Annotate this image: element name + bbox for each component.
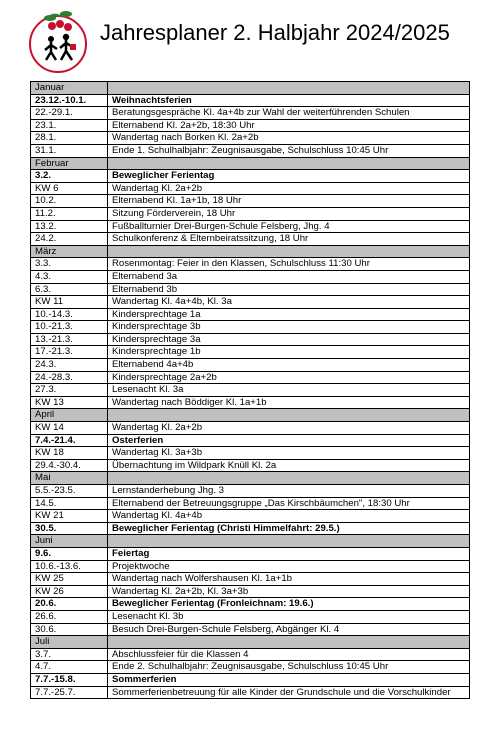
month-header-blank [108,409,470,422]
event-row [31,371,470,384]
event-date: KW 11 [31,296,108,309]
event-row [31,220,470,233]
event-description: Lesenacht Kl. 3a [108,384,470,397]
event-date: 22.-29.1. [31,107,108,120]
event-row [31,119,470,132]
month-header-row [31,245,470,258]
event-row [31,270,470,283]
event-description: Kindersprechtage 2a+2b [108,371,470,384]
event-description: Wandertag Kl. 4a+4b [108,510,470,523]
event-date: 26.6. [31,610,108,623]
event-row [31,94,470,107]
event-row [31,107,470,120]
event-date: 24.2. [31,233,108,246]
month-name: Juli [31,636,108,649]
event-date: 4.7. [31,661,108,674]
event-description: Wandertag nach Borken Kl. 2a+2b [108,132,470,145]
event-date: 13.-21.3. [31,333,108,346]
event-date: 23.1. [31,119,108,132]
event-date: 10.-21.3. [31,321,108,334]
event-date: 5.5.-23.5. [31,485,108,498]
event-row [31,182,470,195]
event-date: 30.6. [31,623,108,636]
event-row [31,610,470,623]
event-description: Fußballturnier Drei-Burgen-Schule Felsberg, Jhg. 4 [108,220,470,233]
event-row [31,686,470,699]
event-description: Rosenmontag: Feier in den Klassen, Schulschluss 11:30 Uhr [108,258,470,271]
event-date: 4.3. [31,270,108,283]
event-date: 7.7.-25.7. [31,686,108,699]
event-description: Übernachtung im Wildpark Knüll Kl. 2a [108,459,470,472]
event-row [31,346,470,359]
event-description: Weihnachtsferien [108,94,470,107]
event-row [31,170,470,183]
event-row [31,359,470,372]
month-header-blank [108,472,470,485]
event-row [31,673,470,686]
event-description: Wandertag nach Böddiger Kl. 1a+1b [108,396,470,409]
event-date: 10.6.-13.6. [31,560,108,573]
event-row [31,522,470,535]
event-description: Wandertag Kl. 3a+3b [108,447,470,460]
event-description: Beweglicher Ferientag (Christi Himmelfahrt: 29.5.) [108,522,470,535]
event-description: Elternabend Kl. 2a+2b, 18:30 Uhr [108,119,470,132]
event-description: Beweglicher Ferientag [108,170,470,183]
event-description: Lernstanderhebung Jhg. 3 [108,485,470,498]
event-description: Sitzung Förderverein, 18 Uhr [108,207,470,220]
month-header-row [31,535,470,548]
event-description: Elternabend der Betreuungsgruppe „Das Kirschbäumchen", 18:30 Uhr [108,497,470,510]
event-description: Schulkonferenz & Elternbeiratssitzung, 18 Uhr [108,233,470,246]
month-header-row [31,157,470,170]
event-description: Wandertag Kl. 2a+2b, Kl. 3a+3b [108,585,470,598]
event-date: 3.7. [31,648,108,661]
event-description: Kindersprechtage 3a [108,333,470,346]
month-name: Mai [31,472,108,485]
event-description: Beratungsgespräche Kl. 4a+4b zur Wahl der weiterführenden Schulen [108,107,470,120]
event-date: 7.7.-15.8. [31,673,108,686]
event-date: KW 25 [31,573,108,586]
event-description: Lesenacht Kl. 3b [108,610,470,623]
event-row [31,283,470,296]
month-header-row [31,636,470,649]
event-date: KW 21 [31,510,108,523]
event-description: Elternabend 3a [108,270,470,283]
event-row [31,132,470,145]
month-name: März [31,245,108,258]
event-row [31,661,470,674]
event-row [31,207,470,220]
event-row [31,598,470,611]
event-row [31,195,470,208]
event-description: Wandertag Kl. 2a+2b [108,182,470,195]
event-date: KW 26 [31,585,108,598]
event-description: Beweglicher Ferientag (Fronleichnam: 19.6.) [108,598,470,611]
event-description: Elternabend 3b [108,283,470,296]
planner-table [30,81,470,699]
month-name: April [31,409,108,422]
month-name: Januar [31,82,108,95]
event-description: Kindersprechtage 3b [108,321,470,334]
event-description: Besuch Drei-Burgen-Schule Felsberg, Abgänger Kl. 4 [108,623,470,636]
event-date: KW 13 [31,396,108,409]
event-description: Feiertag [108,547,470,560]
event-row [31,573,470,586]
event-date: 23.12.-10.1. [31,94,108,107]
event-date: 3.2. [31,170,108,183]
event-description: Wandertag Kl. 4a+4b, Kl. 3a [108,296,470,309]
event-date: KW 6 [31,182,108,195]
event-description: Kindersprechtage 1b [108,346,470,359]
event-date: 3.3. [31,258,108,271]
month-header-row [31,472,470,485]
event-row [31,485,470,498]
event-row [31,434,470,447]
event-date: 10.-14.3. [31,308,108,321]
event-date: 20.6. [31,598,108,611]
month-name: Juni [31,535,108,548]
event-description: Sommerferienbetreuung für alle Kinder der Grundschule und die Vorschulkinder [108,686,470,699]
event-description: Elternabend 4a+4b [108,359,470,372]
event-date: 28.1. [31,132,108,145]
month-header-blank [108,535,470,548]
event-row [31,447,470,460]
event-row [31,510,470,523]
event-description: Wandertag nach Wolfershausen Kl. 1a+1b [108,573,470,586]
event-date: 29.4.-30.4. [31,459,108,472]
event-date: 9.6. [31,547,108,560]
event-date: 27.3. [31,384,108,397]
month-header-blank [108,245,470,258]
event-date: 30.5. [31,522,108,535]
event-row [31,333,470,346]
school-logo [26,6,92,76]
event-description: Sommerferien [108,673,470,686]
event-row [31,384,470,397]
month-header-row [31,409,470,422]
event-date: KW 14 [31,422,108,435]
event-row [31,258,470,271]
event-row [31,648,470,661]
event-description: Projektwoche [108,560,470,573]
page-title: Jahresplaner 2. Halbjahr 2024/2025 [100,20,450,45]
event-row [31,459,470,472]
event-date: 6.3. [31,283,108,296]
month-header-blank [108,636,470,649]
event-row [31,623,470,636]
event-date: 24.3. [31,359,108,372]
event-description: Elternabend Kl. 1a+1b, 18 Uhr [108,195,470,208]
event-row [31,308,470,321]
event-date: 10.2. [31,195,108,208]
month-header-row [31,82,470,95]
event-row [31,497,470,510]
event-row [31,396,470,409]
event-description: Osterferien [108,434,470,447]
event-row [31,560,470,573]
month-header-blank [108,82,470,95]
event-row [31,233,470,246]
event-date: 11.2. [31,207,108,220]
event-description: Ende 2. Schulhalbjahr: Zeugnisausgabe, Schulschluss 10:45 Uhr [108,661,470,674]
event-description: Ende 1. Schulhalbjahr: Zeugnisausgabe, Schulschluss 10:45 Uhr [108,144,470,157]
event-description: Abschlussfeier für die Klassen 4 [108,648,470,661]
event-date: 31.1. [31,144,108,157]
event-row [31,321,470,334]
event-date: 13.2. [31,220,108,233]
event-row [31,547,470,560]
event-date: 24.-28.3. [31,371,108,384]
event-row [31,296,470,309]
event-date: KW 18 [31,447,108,460]
event-description: Kindersprechtage 1a [108,308,470,321]
event-row [31,144,470,157]
event-row [31,422,470,435]
month-header-blank [108,157,470,170]
event-description: Wandertag Kl. 2a+2b [108,422,470,435]
event-date: 7.4.-21.4. [31,434,108,447]
event-row [31,585,470,598]
event-date: 17.-21.3. [31,346,108,359]
event-date: 14.5. [31,497,108,510]
month-name: Februar [31,157,108,170]
